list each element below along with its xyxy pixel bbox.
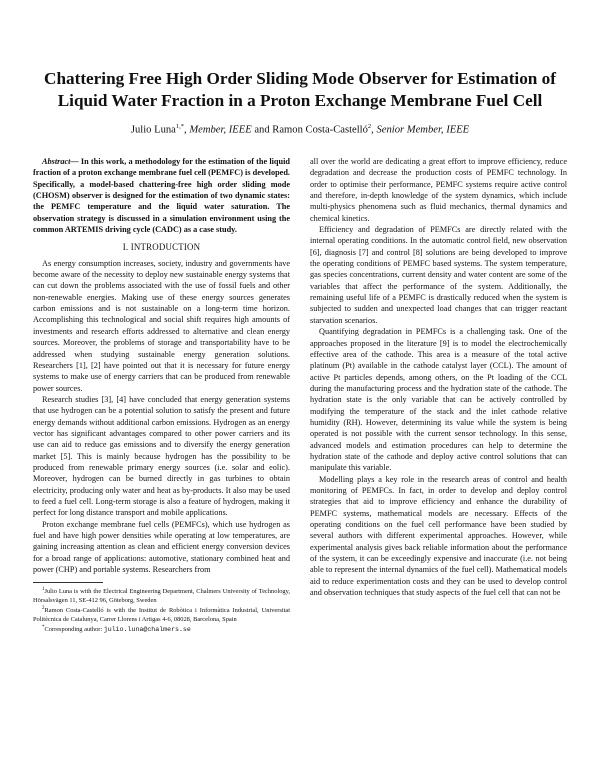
left-paragraph-1: As energy consumption increases, society, industry and governments have become aware of the necessity to deploy new sustainable energy systems that can cut down the problems associated with the use of fossil fuels and other non-renewable energies. Making use of these energy sources generates carbon emissions and is not sustainable on a long-term time horizon. Accomplishing this technological and social shift requires high amounts of investments and research efforts addressed to alternative and clean energy sources. Moreover, the problems of storage and transportability have to be addressed when studying sustainable energy generation solutions. Researchers [1], [2] have pointed out that it is necessary for future energy systems to make use of energy carriers that can be produced from renewable power sources. <box>33 258 290 393</box>
footnote-1-mark: 1 <box>42 587 45 593</box>
author-2-affiliation-mark: 2 <box>367 123 372 130</box>
footnote-2 <box>33 605 290 624</box>
footnote-1 <box>33 586 290 605</box>
footnote-1-text: Julio Luna is with the Electrical Engineering Department, Chalmers University of Technology, Hörsalsvägen 11, SE-412 96, Göteborg, Sweden <box>33 588 290 604</box>
left-paragraph-2: Research studies [3], [4] have concluded that energy generation systems that use hydrogen can be a potential solution to satisfy the present and future energy demands without additional carbon emissions. Hydrogen as an energy vector has significant advantages compared to other power carriers and its use can aid to reduce gas emissions and to diversify the energy generation market [5]. This is mainly because hydrogen has the possibility to be produced from renewable primary energy sources (i.e. solar and eolic). Moreover, hydrogen can be burned directly in gas turbines to obtain electricity, producing only water and heat as by-products. It also may be used to feed a fuel cell. Long-term storage is also a feature of hydrogen, making it perfect for long distance transport and mobile applications. <box>33 394 290 518</box>
right-column <box>310 156 567 598</box>
author-1-name: Julio Luna <box>130 124 176 136</box>
left-paragraph-3: Proton exchange membrane fuel cells (PEMFCs), which use hydrogen as fuel and have high power densities while operating at low temperatures, are gaining increasing attention as clean and efficient energy conversion devices for a broad range of applications: automotive, stationary combined heat and power (CHP) and portable systems. Researchers from <box>33 519 290 575</box>
left-column <box>33 156 290 634</box>
right-paragraph-3: Quantifying degradation in PEMFCs is a challenging task. One of the approaches proposed in the literature [9] is to model the electrochemically effective area of the cathode. This area is a measure of the total active platinum (Pt) available in the cathode catalyst layer (CCL). The amount of active Pt particles depends, among others, on the Pt loading of the CCL during the manufacturing process and the hydration state of the cathode. The hydration state is the only variable that can be actively controlled by modifying the temperature of the stack and the inlet cathode relative humidity (RH). However, determining its value while the system is being operated is not possible with the current sensor technology. In this sense, advanced models and estimation procedures can help to determine the hydration state of the cathode and deploy active control solutions that can manipulate this variable. <box>310 327 567 473</box>
author-1-affiliation-mark: 1,* <box>175 123 185 130</box>
corresponding-email[interactable]: julio.luna@chalmers.se <box>103 625 191 633</box>
abstract-text: — In this work, a methodology for the estimation of the liquid fraction of a proton exchange membrane fuel cell (PEMFC) is developed. Specifically, a model-based chattering-free high order sliding mode (CHOSM) observer is designed for the estimation of two dynamic states: the PEMFC temperature and the liquid water saturation. The observation strategy is discussed in a simulation environment using the common ARTEMIS driving cycle (CADC) as a case study. <box>33 157 290 235</box>
author-1-role: , Member, IEEE <box>184 124 252 136</box>
footnote-2-text: Ramon Costa-Castelló is with the Institut de Robòtica i Informàtica Industrial, Universitat Politècnica de Catalunya, Carrer Llorens i Artigas 4-6, 08028, Barcelona, Spain <box>33 607 290 623</box>
title-line-1: Chattering Free High Order Sliding Mode Observer for Estimation of <box>44 69 556 88</box>
section-heading-introduction: I. INTRODUCTION <box>122 242 201 253</box>
footnote-3-label: Corresponding author: <box>44 625 104 633</box>
footnote-2-mark: 2 <box>42 606 45 612</box>
author-conjunction: and <box>251 124 273 136</box>
title-line-2: Liquid Water Fraction in a Proton Exchange Membrane Fuel Cell <box>57 91 543 110</box>
paper-title <box>40 68 560 112</box>
author-2-role: , Senior Member, IEEE <box>371 124 470 136</box>
right-paragraph-4: Modelling plays a key role in the research areas of control and health monitoring of PEMFCs. In fact, in order to develop and deploy control strategies that aid to improve efficiency and enhance the durability of PEMFC systems, mathematical models are necessary. Effects of the operating conditions on the fuel cell performance have been studied by several authors with different experimental approaches. However, while experimental analysis gives back reliable information about the performance of the system, it can be exceedingly expensive and inaccurate (i.e. not being able to represent the internal dynamics of the fuel cell). Mathematical models aid to reduce experimentation costs and they can be used to develop control and observation techniques that study aspects of the fuel cell that can not be <box>310 474 567 598</box>
author-2-name: Ramon Costa-Castelló <box>272 124 368 136</box>
right-paragraph-1: all over the world are dedicating a great effort to improve efficiency, reduce degradation and decrease the production costs of PEMFC technology. In order to optimise their performance, PEMFC systems require active control and therefore, in-depth knowledge of the system dynamics, which include multi-physics phenomena such as fluid mechanics, thermal dynamics and chemical kinetics. <box>310 157 567 223</box>
author-line <box>40 123 560 136</box>
right-paragraph-2: Efficiency and degradation of PEMFCs are directly related with the internal operating conditions. In the automatic control field, new observation [6], diagnosis [7] and control [8] solutions are being developed to improve the operating conditions of PEMFC based systems. The system temperature, gas species concentrations, current density and water content are some of the variables that affect the performance of the system. Additionally, the remaining useful life of a PEMFC is drastically reduced when the system is subjected to sudden and unexpected load changes that can trigger reactant starvation scenarios. <box>310 225 567 325</box>
footnote-rule <box>33 582 103 583</box>
footnote-3 <box>33 624 290 634</box>
footnote-3-mark: * <box>42 624 45 630</box>
abstract-label: Abstract <box>42 157 71 166</box>
abstract <box>33 156 290 235</box>
